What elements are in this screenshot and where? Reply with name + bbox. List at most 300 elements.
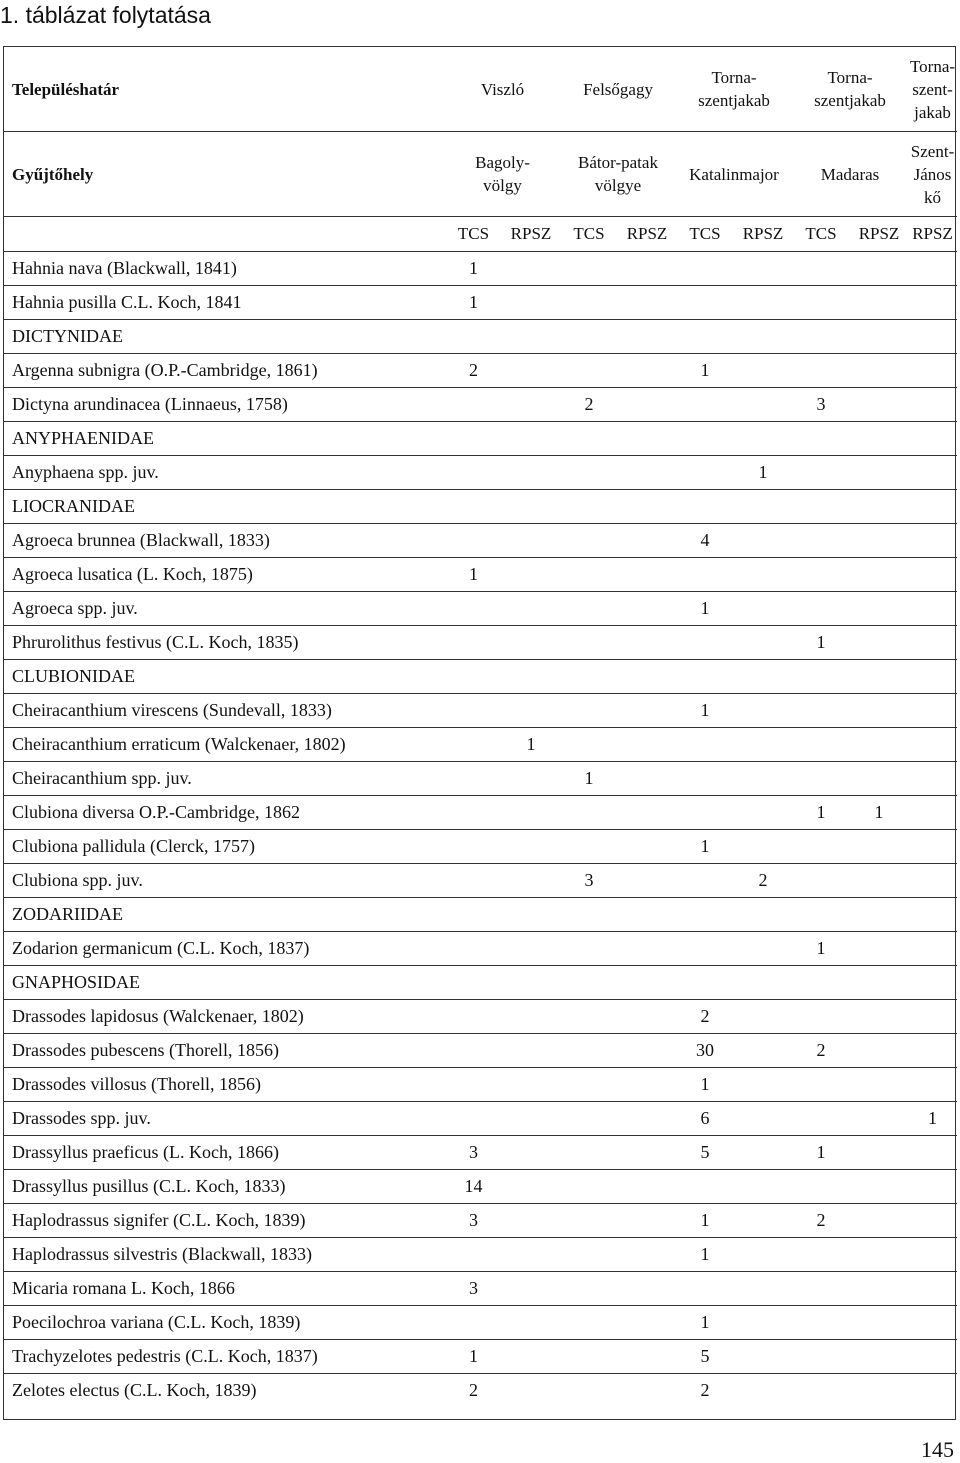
count-cell: [618, 1204, 676, 1238]
count-cell: [618, 1102, 676, 1136]
count-cell: [502, 830, 560, 864]
table-row: [4, 1170, 957, 1204]
count-cell: [850, 1170, 908, 1204]
count-cell: 2: [676, 1000, 734, 1034]
count-cell: [850, 422, 908, 456]
method-cell: RPSZ: [618, 217, 676, 252]
count-cell: [908, 252, 957, 286]
species-name: Agroeca brunnea (Blackwall, 1833): [4, 524, 445, 558]
species-name: Trachyzelotes pedestris (C.L. Koch, 1837): [4, 1340, 445, 1374]
count-cell: [792, 422, 850, 456]
count-cell: [560, 320, 618, 354]
count-cell: 2: [700, 1380, 710, 1400]
count-cell: [792, 252, 850, 286]
table-row: [4, 694, 957, 728]
count-cell: [618, 626, 676, 660]
count-cell: 2: [560, 388, 618, 422]
count-cell: [734, 388, 792, 422]
count-cell: [734, 898, 792, 932]
count-cell: [792, 286, 850, 320]
count-cell: [502, 1340, 560, 1374]
species-name: Clubiona diversa O.P.-Cambridge, 1862: [4, 796, 445, 830]
species-name: Drassodes villosus (Thorell, 1856): [4, 1068, 445, 1102]
table-row: [4, 524, 957, 558]
count-cell: [908, 694, 957, 728]
count-cell: [734, 728, 792, 762]
count-cell: [734, 1238, 792, 1272]
species-name: Haplodrassus signifer (C.L. Koch, 1839): [4, 1204, 445, 1238]
count-cell: [560, 286, 618, 320]
count-cell: 1: [734, 456, 792, 490]
count-cell: [734, 1374, 792, 1408]
count-cell: [908, 1170, 957, 1204]
count-cell: [908, 1340, 957, 1374]
count-cell: [792, 830, 850, 864]
count-cell: [850, 1340, 908, 1374]
count-cell: [734, 1340, 792, 1374]
count-cell: [502, 1272, 560, 1306]
species-table: [4, 47, 957, 1407]
count-cell: [560, 490, 618, 524]
count-cell: [908, 660, 957, 694]
count-cell: [734, 660, 792, 694]
species-name: Cheiracanthium spp. juv.: [4, 762, 445, 796]
count-cell: [734, 320, 792, 354]
table-row: [4, 626, 957, 660]
count-cell: [618, 1238, 676, 1272]
table-body: [4, 47, 957, 1407]
species-name: Argenna subnigra (O.P.-Cambridge, 1861): [4, 354, 445, 388]
species-name: Dictyna arundinacea (Linnaeus, 1758): [4, 388, 445, 422]
table-row: [4, 966, 957, 1000]
count-cell: [676, 422, 734, 456]
species-name: Agroeca lusatica (L. Koch, 1875): [4, 558, 445, 592]
count-cell: [908, 932, 957, 966]
count-cell: [734, 796, 792, 830]
count-cell: [676, 1272, 734, 1306]
count-cell: [618, 898, 676, 932]
count-cell: [734, 1136, 792, 1170]
count-cell: [560, 1102, 618, 1136]
count-cell: [445, 1034, 502, 1068]
count-cell: 1: [676, 694, 734, 728]
species-name: ZODARIIDAE: [4, 898, 445, 932]
count-cell: [792, 592, 850, 626]
count-cell: 2: [734, 864, 792, 898]
species-name: Drassyllus praeficus (L. Koch, 1866): [4, 1136, 445, 1170]
count-cell: [618, 252, 676, 286]
count-cell: [618, 286, 676, 320]
count-cell: [734, 932, 792, 966]
count-cell: 4: [676, 524, 734, 558]
count-cell: [502, 1170, 560, 1204]
count-cell: [560, 558, 618, 592]
species-name: Zelotes electus (C.L. Koch, 1839): [12, 1380, 257, 1400]
method-cell: TCS: [445, 217, 502, 252]
method-cell: TCS: [792, 217, 850, 252]
count-cell: [850, 1102, 908, 1136]
count-cell: [502, 286, 560, 320]
count-cell: [734, 762, 792, 796]
count-cell: [734, 694, 792, 728]
count-cell: [445, 524, 502, 558]
count-cell: [908, 1136, 957, 1170]
header-locality-2: Felsőgagy: [560, 47, 676, 132]
count-cell: 3: [445, 1272, 502, 1306]
count-cell: [676, 626, 734, 660]
count-cell: [560, 354, 618, 388]
header-site-5: Szent- János kő: [908, 132, 957, 217]
table-row: [4, 1374, 957, 1408]
table-row: [4, 1340, 957, 1374]
count-cell: [560, 1238, 618, 1272]
count-cell: [618, 1000, 676, 1034]
count-cell: 1: [792, 1136, 850, 1170]
species-name: CLUBIONIDAE: [4, 660, 445, 694]
count-cell: [560, 830, 618, 864]
count-cell: [618, 1374, 676, 1408]
count-cell: [618, 660, 676, 694]
count-cell: [676, 490, 734, 524]
count-cell: [560, 932, 618, 966]
count-cell: [445, 728, 502, 762]
count-cell: [445, 864, 502, 898]
count-cell: [502, 1034, 560, 1068]
table-row: [4, 286, 957, 320]
count-cell: [676, 286, 734, 320]
count-cell: [618, 388, 676, 422]
count-cell: [908, 762, 957, 796]
count-cell: [850, 898, 908, 932]
count-cell: 1: [908, 1102, 957, 1136]
count-cell: [445, 932, 502, 966]
count-cell: [560, 1136, 618, 1170]
table-row: [4, 354, 957, 388]
table-row: [4, 490, 957, 524]
count-cell: [618, 456, 676, 490]
table-row: [4, 830, 957, 864]
count-cell: [502, 898, 560, 932]
count-cell: [560, 252, 618, 286]
species-name: LIOCRANIDAE: [4, 490, 445, 524]
count-cell: 1: [445, 252, 502, 286]
count-cell: [908, 286, 957, 320]
species-name: Poecilochroa variana (C.L. Koch, 1839): [4, 1306, 445, 1340]
count-cell: [618, 592, 676, 626]
count-cell: [618, 354, 676, 388]
table-row: [4, 660, 957, 694]
count-cell: [618, 932, 676, 966]
count-cell: [908, 456, 957, 490]
count-cell: [850, 660, 908, 694]
count-cell: [445, 796, 502, 830]
count-cell: [618, 966, 676, 1000]
count-cell: [502, 1204, 560, 1238]
count-cell: [560, 796, 618, 830]
count-cell: [734, 422, 792, 456]
count-cell: [676, 966, 734, 1000]
count-cell: [618, 762, 676, 796]
count-cell: [850, 626, 908, 660]
count-cell: [850, 558, 908, 592]
count-cell: [445, 1238, 502, 1272]
count-cell: [850, 388, 908, 422]
count-cell: [850, 932, 908, 966]
count-cell: [908, 388, 957, 422]
count-cell: [734, 1272, 792, 1306]
count-cell: [502, 966, 560, 1000]
method-cell: RPSZ: [734, 217, 792, 252]
count-cell: [618, 490, 676, 524]
count-cell: [445, 592, 502, 626]
count-cell: [676, 796, 734, 830]
species-name: GNAPHOSIDAE: [4, 966, 445, 1000]
count-cell: 3: [445, 1204, 502, 1238]
header-row-method: [4, 217, 957, 252]
count-cell: [560, 694, 618, 728]
count-cell: [618, 1136, 676, 1170]
header-locality-4: Torna- szentjakab: [792, 47, 908, 132]
header-row-site: [4, 132, 957, 217]
count-cell: [445, 1068, 502, 1102]
count-cell: [676, 864, 734, 898]
count-cell: [502, 558, 560, 592]
species-name: Drassyllus pusillus (C.L. Koch, 1833): [4, 1170, 445, 1204]
count-cell: [618, 1068, 676, 1102]
count-cell: [734, 626, 792, 660]
count-cell: [445, 694, 502, 728]
count-cell: [502, 796, 560, 830]
count-cell: [445, 1306, 502, 1340]
count-cell: [908, 830, 957, 864]
header-locality-5: Torna- szent- jakab: [908, 47, 957, 132]
species-name: ANYPHAENIDAE: [4, 422, 445, 456]
header-site-3: Katalinmajor: [676, 132, 792, 217]
count-cell: 1: [676, 1204, 734, 1238]
table-row: [4, 762, 957, 796]
count-cell: [792, 898, 850, 932]
count-cell: [502, 1068, 560, 1102]
count-cell: [908, 490, 957, 524]
table-row: [4, 422, 957, 456]
count-cell: [618, 1034, 676, 1068]
count-cell: [850, 694, 908, 728]
count-cell: [734, 830, 792, 864]
count-cell: [560, 728, 618, 762]
count-cell: [734, 490, 792, 524]
count-cell: [560, 524, 618, 558]
count-cell: [734, 1204, 792, 1238]
count-cell: [676, 898, 734, 932]
count-cell: [734, 1068, 792, 1102]
count-cell: [792, 728, 850, 762]
count-cell: [560, 1034, 618, 1068]
count-cell: [908, 1306, 957, 1340]
count-cell: [618, 1272, 676, 1306]
count-cell: [502, 660, 560, 694]
count-cell: [908, 1068, 957, 1102]
count-cell: 1: [502, 728, 560, 762]
count-cell: [676, 932, 734, 966]
species-table-frame: [3, 46, 956, 1420]
count-cell: [792, 558, 850, 592]
count-cell: [734, 1102, 792, 1136]
count-cell: [850, 1306, 908, 1340]
count-cell: 2: [792, 1034, 850, 1068]
count-cell: [445, 1000, 502, 1034]
species-name: Cheiracanthium virescens (Sundevall, 1833): [4, 694, 445, 728]
count-cell: 2: [445, 354, 502, 388]
count-cell: [502, 1136, 560, 1170]
count-cell: [850, 490, 908, 524]
count-cell: [560, 592, 618, 626]
table-row: [4, 558, 957, 592]
count-cell: 1: [676, 592, 734, 626]
count-cell: [502, 694, 560, 728]
count-cell: [908, 558, 957, 592]
count-cell: 6: [676, 1102, 734, 1136]
count-cell: 1: [445, 286, 502, 320]
count-cell: [445, 966, 502, 1000]
table-row: [4, 388, 957, 422]
species-name: Haplodrassus silvestris (Blackwall, 1833): [4, 1238, 445, 1272]
count-cell: [618, 1170, 676, 1204]
species-name: Micaria romana L. Koch, 1866: [4, 1272, 445, 1306]
species-name: Drassodes spp. juv.: [4, 1102, 445, 1136]
count-cell: [502, 1238, 560, 1272]
count-cell: [850, 456, 908, 490]
count-cell: [618, 320, 676, 354]
count-cell: 5: [676, 1136, 734, 1170]
count-cell: [792, 354, 850, 388]
count-cell: [502, 1102, 560, 1136]
table-row: [4, 1102, 957, 1136]
count-cell: [850, 1000, 908, 1034]
table-row: [4, 456, 957, 490]
count-cell: [676, 762, 734, 796]
count-cell: [792, 1238, 850, 1272]
count-cell: [560, 898, 618, 932]
header-locality-label: Településhatár: [4, 47, 445, 132]
count-cell: [850, 762, 908, 796]
count-cell: [908, 1374, 957, 1408]
page-title: 1. táblázat folytatása: [0, 2, 211, 28]
header-locality-3: Torna- szentjakab: [676, 47, 792, 132]
count-cell: 5: [676, 1340, 734, 1374]
count-cell: [850, 1136, 908, 1170]
count-cell: 1: [792, 796, 850, 830]
count-cell: [676, 660, 734, 694]
count-cell: [734, 966, 792, 1000]
count-cell: [676, 388, 734, 422]
count-cell: [792, 1272, 850, 1306]
species-name: Drassodes pubescens (Thorell, 1856): [4, 1034, 445, 1068]
count-cell: [850, 320, 908, 354]
count-cell: [445, 388, 502, 422]
count-cell: [908, 354, 957, 388]
count-cell: [850, 728, 908, 762]
count-cell: 1: [445, 558, 502, 592]
count-cell: 3: [445, 1136, 502, 1170]
count-cell: [792, 864, 850, 898]
count-cell: [792, 1000, 850, 1034]
species-name: Phrurolithus festivus (C.L. Koch, 1835): [4, 626, 445, 660]
table-row: [4, 898, 957, 932]
count-cell: [618, 524, 676, 558]
count-cell: [618, 558, 676, 592]
count-cell: [850, 830, 908, 864]
table-row: [4, 1306, 957, 1340]
count-cell: [502, 354, 560, 388]
count-cell: [445, 456, 502, 490]
count-cell: [850, 1204, 908, 1238]
count-cell: [734, 1000, 792, 1034]
species-name: Clubiona pallidula (Clerck, 1757): [4, 830, 445, 864]
count-cell: [908, 320, 957, 354]
count-cell: [560, 1272, 618, 1306]
count-cell: 30: [676, 1034, 734, 1068]
count-cell: [445, 762, 502, 796]
count-cell: [850, 592, 908, 626]
count-cell: [618, 1306, 676, 1340]
species-name: DICTYNIDAE: [4, 320, 445, 354]
species-name: Hahnia pusilla C.L. Koch, 1841: [4, 286, 445, 320]
species-name: Agroeca spp. juv.: [4, 592, 445, 626]
species-name: Zodarion germanicum (C.L. Koch, 1837): [4, 932, 445, 966]
header-site-4: Madaras: [792, 132, 908, 217]
count-cell: [908, 626, 957, 660]
count-cell: [908, 966, 957, 1000]
page-number: 145: [921, 1437, 954, 1462]
count-cell: 14: [445, 1170, 502, 1204]
table-row: [4, 1238, 957, 1272]
species-name: Cheiracanthium erraticum (Walckenaer, 1802): [4, 728, 445, 762]
count-cell: [734, 592, 792, 626]
count-cell: 1: [560, 762, 618, 796]
count-cell: [502, 388, 560, 422]
count-cell: [908, 864, 957, 898]
count-cell: [734, 252, 792, 286]
count-cell: [445, 660, 502, 694]
count-cell: [560, 1170, 618, 1204]
header-site-2: Bátor-patak völgye: [560, 132, 676, 217]
count-cell: [445, 898, 502, 932]
count-cell: 3: [792, 388, 850, 422]
count-cell: [676, 456, 734, 490]
count-cell: [850, 524, 908, 558]
count-cell: [734, 1170, 792, 1204]
count-cell: 1: [792, 626, 850, 660]
count-cell: 2: [792, 1204, 850, 1238]
count-cell: [792, 1340, 850, 1374]
method-cell: RPSZ: [908, 217, 957, 252]
count-cell: [734, 1034, 792, 1068]
count-cell: [850, 252, 908, 286]
count-cell: [560, 1306, 618, 1340]
count-cell: [676, 320, 734, 354]
header-locality-1: Viszló: [445, 47, 560, 132]
count-cell: [676, 252, 734, 286]
method-cell: RPSZ: [502, 217, 560, 252]
count-cell: [850, 354, 908, 388]
count-cell: [502, 762, 560, 796]
count-cell: [792, 1068, 850, 1102]
count-cell: [792, 762, 850, 796]
table-row: [4, 252, 957, 286]
header-site-1: Bagoly- völgy: [445, 132, 560, 217]
count-cell: 3: [560, 864, 618, 898]
count-cell: [445, 490, 502, 524]
